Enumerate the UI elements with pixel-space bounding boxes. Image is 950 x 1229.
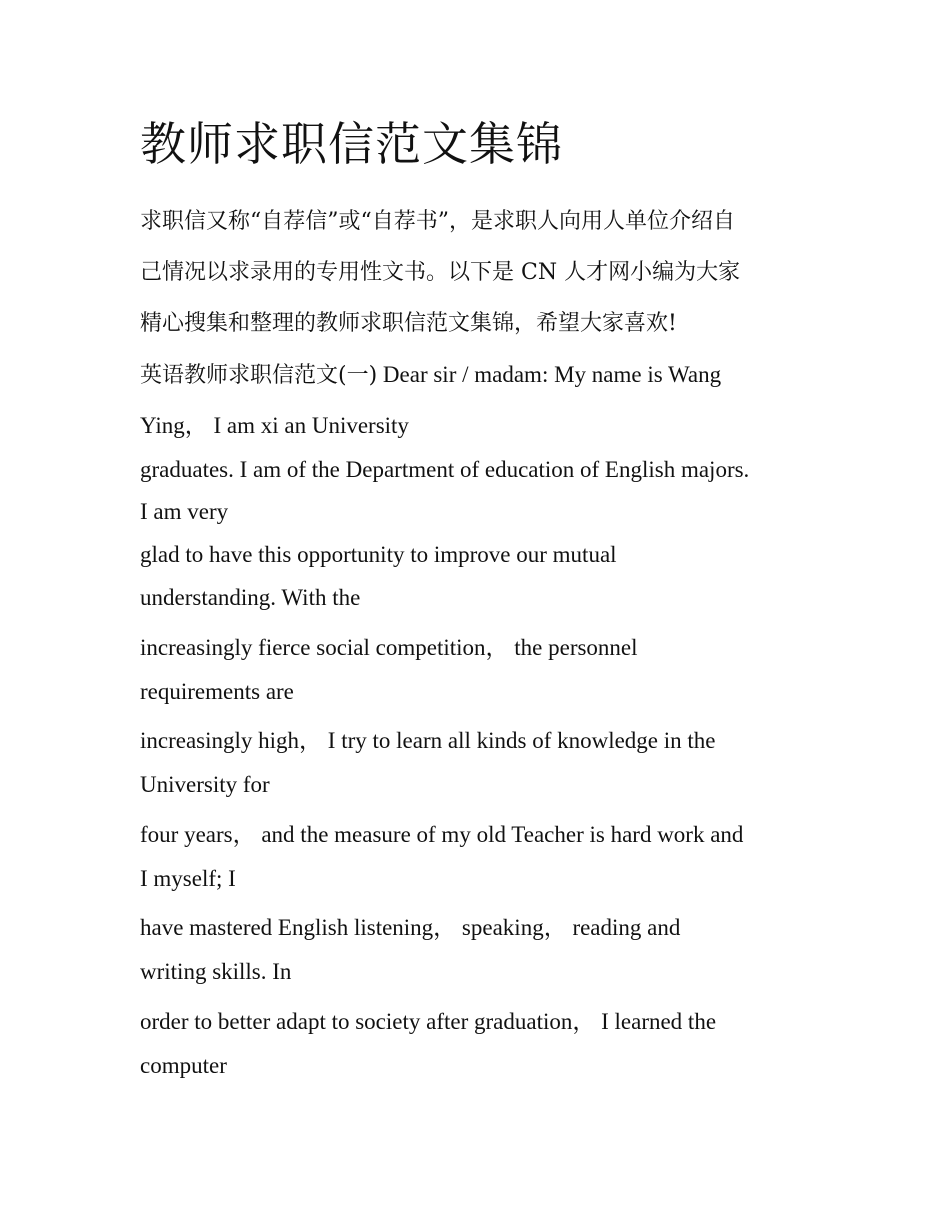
body-line: requirements are bbox=[140, 679, 294, 704]
section-heading: 英语教师求职信范文(一) bbox=[140, 363, 378, 388]
body-line: understanding. With the bbox=[140, 585, 361, 610]
body-line: increasingly fierce social competition， the personnel bbox=[140, 635, 638, 660]
body-line: glad to have this opportunity to improve our mutual bbox=[140, 542, 617, 567]
intro-line: 精心搜集和整理的教师求职信范文集锦，希望大家喜欢! bbox=[140, 311, 677, 336]
body-line: Ying， I am xi an University bbox=[140, 413, 409, 438]
intro-line: 求职信又称“自荐信”或“自荐书”，是求职人向用人单位介绍自 bbox=[140, 209, 735, 234]
body-line: Dear sir / madam: My name is Wang bbox=[382, 362, 722, 387]
body-line: writing skills. In bbox=[140, 959, 292, 984]
body-line: I myself; I bbox=[140, 866, 236, 891]
document-title: 教师求职信范文集锦 bbox=[140, 117, 563, 171]
body-line: I am very bbox=[140, 499, 229, 524]
body-line: University for bbox=[140, 772, 270, 797]
body-line: computer bbox=[140, 1053, 227, 1078]
body-line: order to better adapt to society after graduation， I learned the bbox=[140, 1009, 717, 1034]
body-line: graduates. I am of the Department of education of English majors. bbox=[140, 457, 750, 482]
section-heading-line bbox=[140, 360, 721, 391]
body-line: four years， and the measure of my old Teacher is hard work and bbox=[140, 822, 744, 847]
body-line: have mastered English listening， speaking， reading and bbox=[140, 915, 681, 940]
body-line: increasingly high， I try to learn all kinds of knowledge in the bbox=[140, 728, 716, 753]
intro-line: 己情况以求录用的专用性文书。以下是 CN 人才网小编为大家 bbox=[140, 260, 741, 285]
